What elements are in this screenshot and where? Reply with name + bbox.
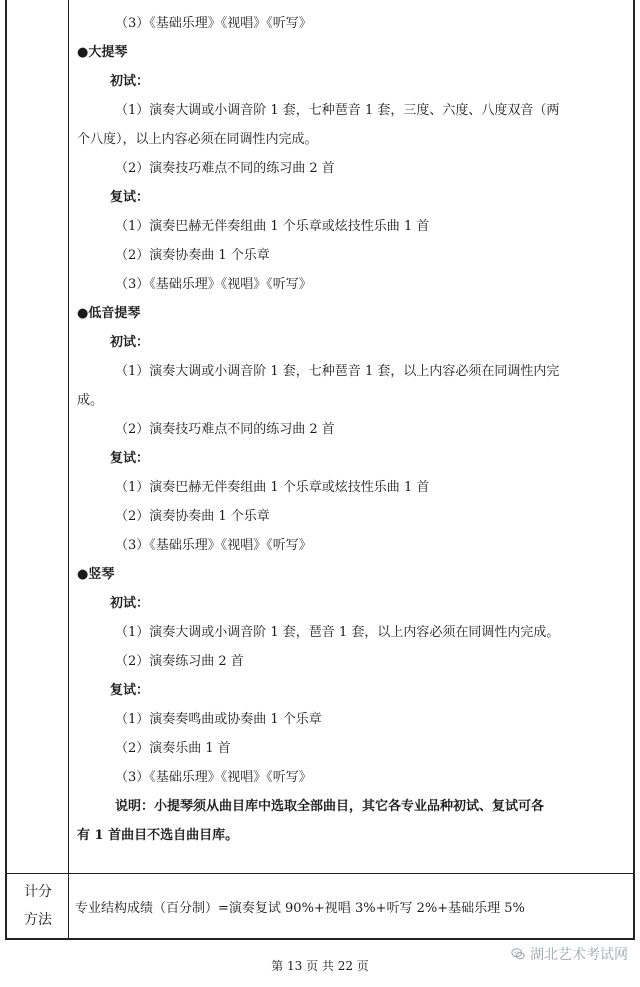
page-footer: 第 13 页 共 22 页 — [271, 959, 369, 973]
text-line: （1）演奏大调或小调音阶 1 套，七种琶音 1 套，三度、六度、八度双音（两 — [115, 103, 560, 118]
text-line: （2）演奏技巧难点不同的练习曲 2 首 — [115, 161, 335, 176]
section-heading: 初试： — [110, 74, 150, 89]
text-line: （1）演奏大调或小调音阶 1 套，琶音 1 套，以上内容必须在同调性内完成。 — [115, 625, 560, 640]
text-line: （3）《基础乐理》《视唱》《听写》 — [115, 277, 312, 292]
section-heading: 初试： — [110, 596, 150, 611]
instrument-heading-cello: ●大提琴 — [77, 45, 128, 60]
text-line: （2）演奏协奏曲 1 个乐章 — [115, 248, 270, 263]
instrument-heading-harp: ●竖琴 — [77, 567, 115, 582]
scoring-label — [7, 874, 69, 938]
text-line: （1）演奏巴赫无伴奏组曲 1 个乐章或炫技性乐曲 1 首 — [115, 219, 430, 234]
section-heading: 复试： — [110, 190, 150, 205]
text-line: （2）演奏技巧难点不同的练习曲 2 首 — [115, 422, 335, 437]
text-line: 个八度），以上内容必须在同调性内完成。 — [77, 132, 318, 147]
scoring-formula: 专业结构成绩（百分制）=演奏复试 90%+视唱 3%+听写 2%+基础乐理 5% — [75, 900, 525, 916]
text-line: （1）演奏巴赫无伴奏组曲 1 个乐章或炫技性乐曲 1 首 — [115, 480, 430, 495]
text-line: （2）演奏练习曲 2 首 — [115, 654, 244, 669]
note-line: 有 1 首曲目不选自曲目库。 — [77, 828, 239, 843]
scoring-label-line1: 计分 — [24, 884, 52, 900]
watermark-text: 湖北艺术考试网 — [530, 947, 628, 963]
section-heading: 初试： — [110, 335, 150, 350]
exam-requirements — [77, 9, 632, 850]
note-line: 说明：小提琴须从曲目库中选取全部曲目，其它各专业品种初试、复试可各 — [115, 799, 545, 814]
content-table — [5, 0, 635, 940]
text-line: （2）演奏乐曲 1 首 — [115, 741, 231, 756]
text-line: （2）演奏协奏曲 1 个乐章 — [115, 509, 270, 524]
text-line: （3）《基础乐理》《视唱》《听写》 — [115, 770, 312, 785]
left-column — [7, 0, 69, 938]
scoring-row — [7, 874, 633, 938]
scoring-label-line2: 方法 — [24, 912, 52, 928]
instrument-heading-double-bass: ●低音提琴 — [77, 306, 141, 321]
section-heading: 复试： — [110, 683, 150, 698]
text-line: （1）演奏大调或小调音阶 1 套，七种琶音 1 套，以上内容必须在同调性内完 — [115, 364, 560, 379]
text-line: 成。 — [77, 393, 104, 408]
section-heading: 复试： — [110, 451, 150, 466]
text-line: （3）《基础乐理》《视唱》《听写》 — [115, 16, 312, 31]
text-line: （1）演奏奏鸣曲或协奏曲 1 个乐章 — [115, 712, 322, 727]
text-line: （3）《基础乐理》《视唱》《听写》 — [115, 538, 312, 553]
